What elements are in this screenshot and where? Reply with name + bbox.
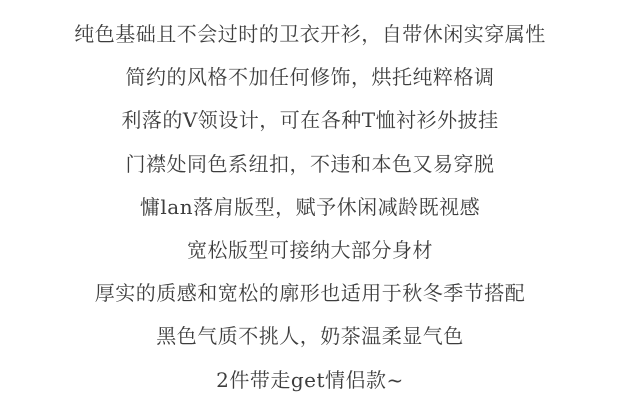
description-line-8: 黑色气质不挑人，奶茶温柔显气色	[156, 324, 464, 349]
description-line-2: 简约的风格不加任何修饰，烘托纯粹格调	[125, 65, 495, 90]
description-line-9: 2件带走get情侣款~	[216, 367, 404, 392]
description-line-5: 慵lan落肩版型，赋予休闲减龄既视感	[139, 194, 481, 219]
description-line-4: 门襟处同色系纽扣，不违和本色又易穿脱	[125, 151, 495, 176]
description-line-7: 厚实的质感和宽松的廓形也适用于秋冬季节搭配	[94, 281, 526, 306]
description-line-1: 纯色基础且不会过时的卫衣开衫，自带休闲实穿属性	[74, 22, 546, 46]
description-line-3: 利落的V领设计，可在各种T恤衬衫外披挂	[121, 108, 499, 133]
description-line-6: 宽松版型可接纳大部分身材	[187, 237, 433, 262]
